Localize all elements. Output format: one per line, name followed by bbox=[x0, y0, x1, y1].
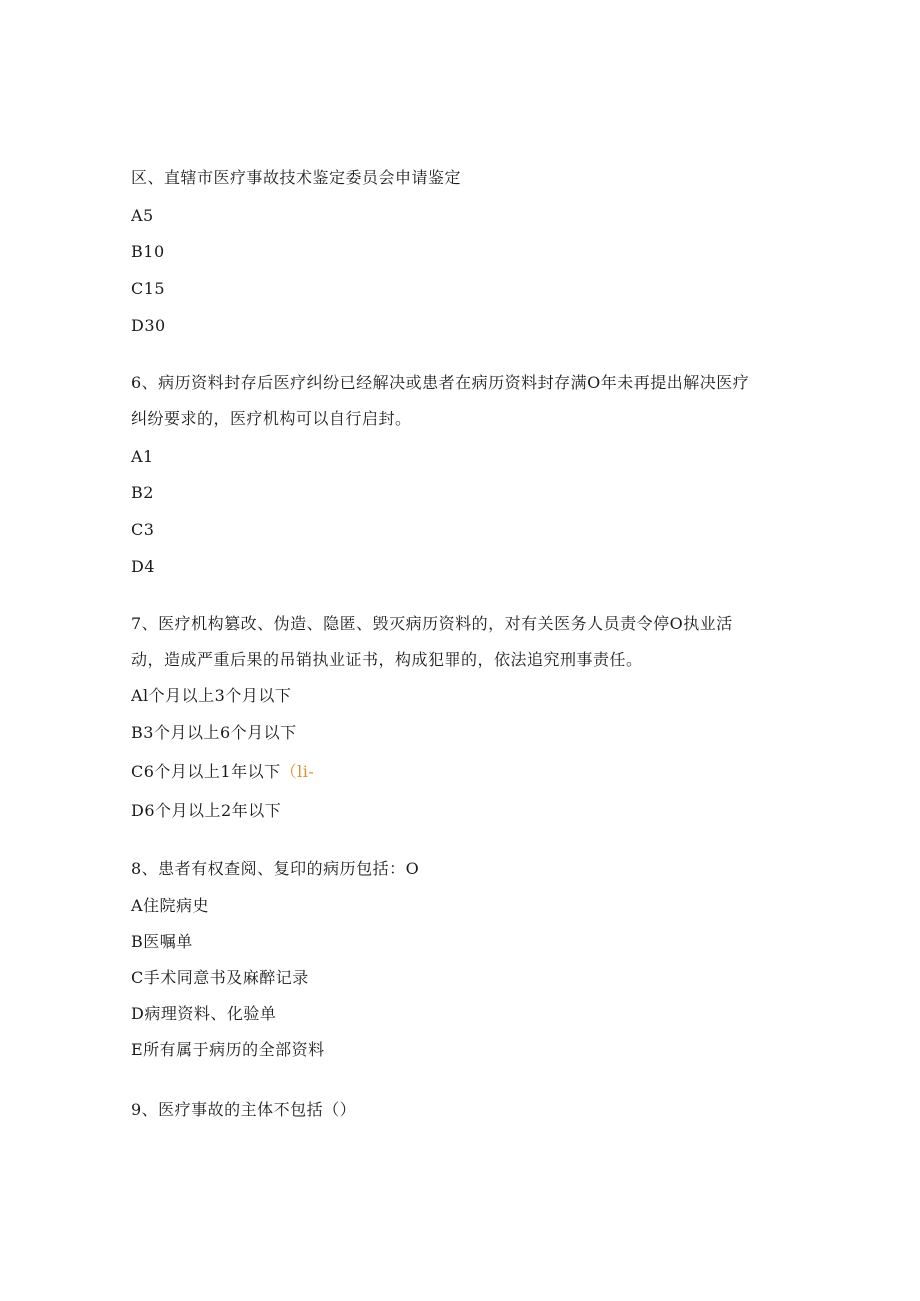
intro-line: 区、直辖市医疗事故技术鉴定委员会申请鉴定 bbox=[131, 168, 462, 187]
q5-option-c: C15 bbox=[131, 279, 166, 298]
q6-option-c: C3 bbox=[131, 520, 155, 539]
q5-option-a: A5 bbox=[131, 206, 154, 225]
q7-option-c-text: C6个月以上1年以下 bbox=[131, 762, 281, 781]
q8-option-e: E所有属于病历的全部资料 bbox=[131, 1040, 325, 1059]
q5-option-b: B10 bbox=[131, 242, 165, 261]
q7-question-line1: 7、医疗机构篡改、伪造、隐匿、毁灭病历资料的，对有关医务人员责令停O执业活 bbox=[131, 614, 733, 633]
q7-option-d: D6个月以上2年以下 bbox=[131, 801, 282, 820]
q8-question: 8、患者有权查阅、复印的病历包括：O bbox=[131, 859, 420, 878]
q7-option-c bbox=[131, 761, 314, 783]
q8-option-b: B医嘱单 bbox=[131, 932, 193, 951]
q7-option-b: B3个月以上6个月以下 bbox=[131, 723, 297, 742]
q5-option-d: D30 bbox=[131, 316, 166, 335]
q8-option-a: A住院病史 bbox=[131, 896, 210, 915]
q7-option-a: Al个月以上3个月以下 bbox=[131, 686, 292, 705]
q8-option-c: C手术同意书及麻醉记录 bbox=[131, 968, 309, 987]
q8-option-d: D病理资料、化验单 bbox=[131, 1004, 277, 1023]
q9-question: 9、医疗事故的主体不包括（） bbox=[131, 1100, 357, 1119]
q6-option-d: D4 bbox=[131, 557, 156, 576]
q6-question-line2: 纠纷要求的，医疗机构可以自行启封。 bbox=[131, 409, 412, 428]
q6-question-line1: 6、病历资料封存后医疗纠纷已经解决或患者在病历资料封存满O年未再提出解决医疗 bbox=[131, 373, 750, 392]
q7-option-c-mark: （li- bbox=[280, 762, 315, 781]
q7-question-line2: 动，造成严重后果的吊销执业证书，构成犯罪的，依法追究刑事责任。 bbox=[131, 650, 643, 669]
q6-option-a: A1 bbox=[131, 447, 154, 466]
q6-option-b: B2 bbox=[131, 483, 154, 502]
